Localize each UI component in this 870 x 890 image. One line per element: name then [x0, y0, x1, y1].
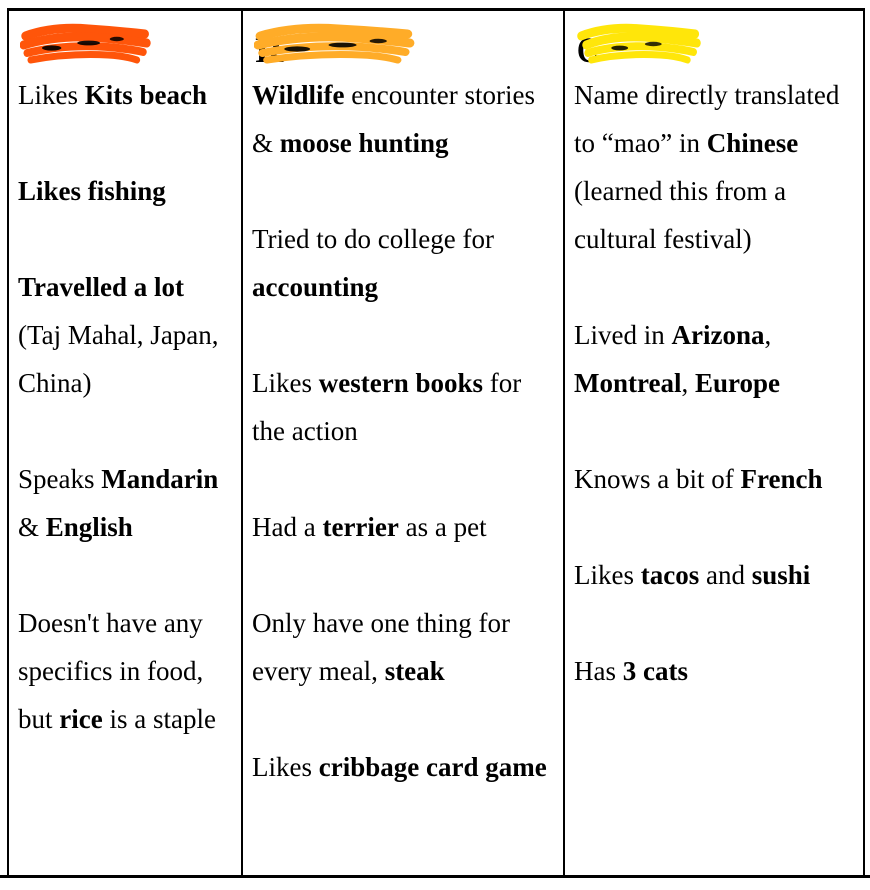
fact-text: Likes tacos and sushi — [574, 560, 811, 590]
highlighter-scribble-icon — [20, 22, 152, 68]
fact-text: Lived in Arizona, Montreal, Europe — [574, 320, 781, 398]
fact-text: Had a terrier as a pet — [252, 512, 487, 542]
redacted-name-header — [574, 17, 853, 71]
fact-text: Knows a bit of French — [574, 464, 823, 494]
highlighter-scribble-icon — [254, 22, 416, 68]
person-column — [243, 11, 565, 875]
fact-text: Has 3 cats — [574, 656, 688, 686]
fact-text: Likes Kits beach — [18, 80, 208, 110]
fact-text: Travelled a lot (Taj Mahal, Japan, China) — [18, 272, 219, 398]
fact-text: Name directly translated to “mao” in Chinese (learned this from a cultural festival) — [574, 80, 840, 254]
redacted-name-header — [18, 17, 231, 71]
svg-text:R: R — [255, 31, 284, 68]
facts-list — [252, 71, 553, 791]
fact-text: Speaks Mandarin & English — [18, 464, 219, 542]
fact-text: Only have one thing for every meal, steak — [252, 608, 510, 686]
facts-list — [18, 71, 231, 743]
person-column — [565, 11, 863, 875]
svg-text:C: C — [576, 30, 599, 68]
facts-list — [574, 71, 853, 695]
highlighter-scribble-icon — [576, 22, 702, 68]
fact-text: Likes fishing — [18, 176, 166, 206]
fact-text: Likes western books for the action — [252, 368, 522, 446]
fact-text: Likes cribbage card game — [252, 752, 547, 782]
fact-text: Tried to do college for accounting — [252, 224, 494, 302]
fact-text: Doesn't have any specifics in food, but rice is a staple — [18, 608, 216, 734]
redacted-name-header — [252, 17, 553, 71]
person-column — [9, 11, 243, 875]
people-notes-table — [7, 8, 865, 875]
table-bottom-border — [0, 875, 870, 878]
fact-text: Wildlife encounter stories & moose hunting — [252, 80, 535, 158]
